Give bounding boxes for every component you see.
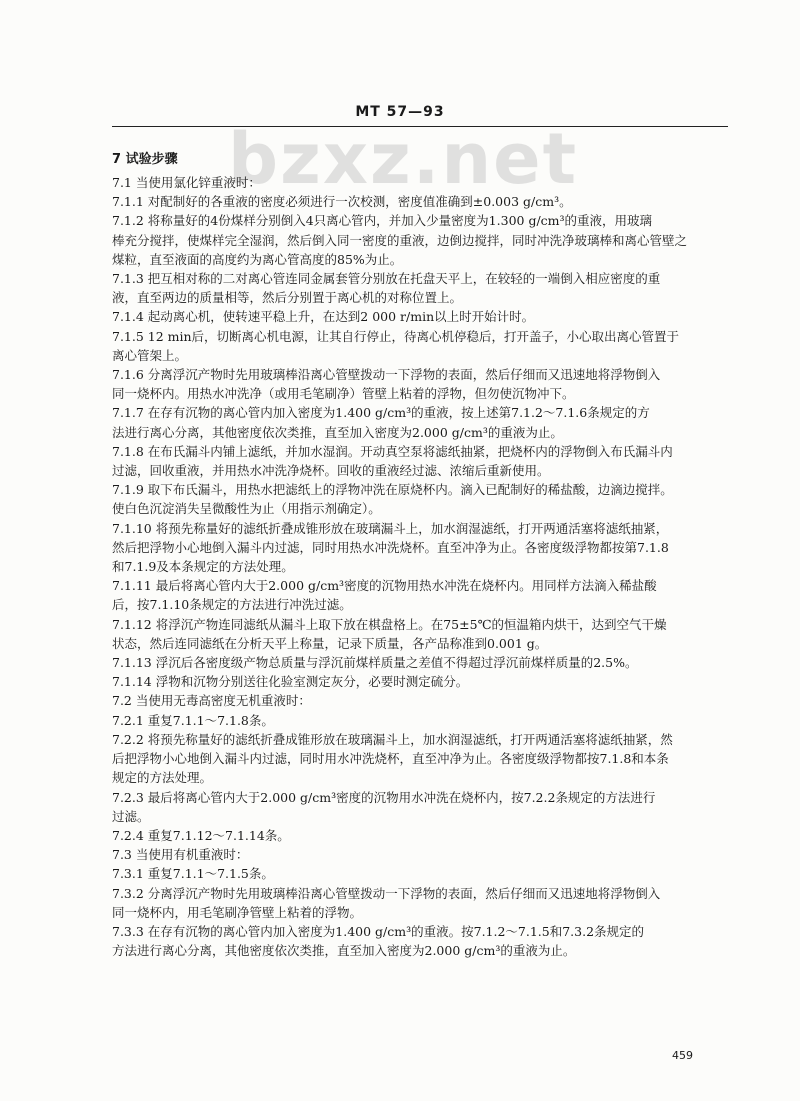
text-line: 7.3.3 在存有沉物的离心管内加入密度为1.400 g/cm³的重液。按7.1.2～7.1.5和7.3.2条规定的 bbox=[112, 923, 645, 939]
text-line: 使白色沉淀消失呈微酸性为止（用指示剂确定）。 bbox=[112, 501, 381, 517]
text-line: 7.1.12 将浮沉产物连同滤纸从漏斗上取下放在棋盘格上。在75±5℃的恒温箱内烘干，达到空气干燥 bbox=[112, 616, 667, 632]
text-line: 7.3 当使用有机重液时： bbox=[112, 847, 249, 863]
text-line: 煤粒，直至液面的高度约为离心管高度的85%为止。 bbox=[112, 251, 403, 267]
text-line: 7.1.2 将称量好的4份煤样分别倒入4只离心管内，并加入少量密度为1.300 g/cm³的重液，用玻璃 bbox=[112, 213, 653, 229]
text-line: 方法进行离心分离，其他密度依次类推，直至加入密度为2.000 g/cm³的重液为止。 bbox=[112, 943, 576, 959]
text-line: 7.2.4 重复7.1.12～7.1.14条。 bbox=[112, 827, 290, 843]
document-body bbox=[112, 150, 726, 960]
text-line: 7.2.2 将预先称量好的滤纸折叠成锥形放在玻璃漏斗上，加水润湿滤纸，打开两通活塞将滤纸抽紧，然 bbox=[112, 731, 673, 747]
text-line: 7.1.10 将预先称量好的滤纸折叠成锥形放在玻璃漏斗上，加水润湿滤纸，打开两通活塞将滤纸抽紧， bbox=[112, 520, 669, 536]
text-line: 后把浮物小心地倒入漏斗内过滤，同时用水冲洗烧杯，直至冲净为止。各密度级浮物都按7.1.8和本条 bbox=[112, 751, 669, 767]
page-number: 459 bbox=[672, 1049, 693, 1062]
text-line: 7.1.6 分离浮沉产物时先用玻璃棒沿离心管壁拨动一下浮物的表面，然后仔细而又迅速地将浮物倒入 bbox=[112, 367, 661, 383]
text-line: 7.3.1 重复7.1.1～7.1.5条。 bbox=[112, 866, 274, 882]
text-line: 和7.1.9及本条规定的方法处理。 bbox=[112, 559, 294, 575]
text-line: 7.3.2 分离浮沉产物时先用玻璃棒沿离心管壁拨动一下浮物的表面，然后仔细而又迅速地将浮物倒入 bbox=[112, 885, 661, 901]
text-line: 状态，然后连同滤纸在分析天平上称量，记录下质量，各产品称准到0.001 g。 bbox=[112, 635, 548, 651]
text-line: 同一烧杯内。用热水冲洗净（或用毛笔刷净）管壁上粘着的浮物，但勿使沉物冲下。 bbox=[112, 386, 575, 402]
text-line: 7.1.3 把互相对称的二对离心管连同金属套管分别放在托盘天平上，在较轻的一端倒入相应密度的重 bbox=[112, 271, 661, 287]
text-line: 7.2 当使用无毒高密度无机重液时： bbox=[112, 693, 311, 709]
text-line: 离心管架上。 bbox=[112, 347, 188, 363]
text-line: 7.1.1 对配制好的各重液的密度必须进行一次校测，密度值准确到±0.003 g/cm³。 bbox=[112, 194, 572, 210]
text-line: 法进行离心分离，其他密度依次类推，直至加入密度为2.000 g/cm³的重液为止。 bbox=[112, 424, 563, 440]
text-line: 同一烧杯内，用毛笔刷净管壁上粘着的浮物。 bbox=[112, 904, 363, 920]
header-rule bbox=[112, 126, 728, 127]
text-line: 7.1.7 在存有沉物的离心管内加入密度为1.400 g/cm³的重液，按上述第7.1.2～7.1.6条规定的方 bbox=[112, 405, 650, 421]
text-line: 7.1.11 最后将离心管内大于2.000 g/cm³密度的沉物用热水冲洗在烧杯内。用同样方法滴入稀盐酸 bbox=[112, 578, 657, 594]
text-line: 液，直至两边的质量相等，然后分别置于离心机的对称位置上。 bbox=[112, 290, 463, 306]
text-line: 规定的方法处理。 bbox=[112, 770, 213, 786]
text-line: 7.1.5 12 min后，切断离心机电源，让其自行停止，待离心机停稳后，打开盖子，小心取出离心管置于 bbox=[112, 328, 680, 344]
text-line: 7.2.3 最后将离心管内大于2.000 g/cm³密度的沉物用水冲洗在烧杯内，按7.2.2条规定的方法进行 bbox=[112, 789, 656, 805]
section-title: 7 试验步骤 bbox=[112, 152, 178, 167]
text-line: 7.1.13 浮沉后各密度级产物总质量与浮沉前煤样质量之差值不得超过浮沉前煤样质量的2.5%。 bbox=[112, 655, 638, 671]
paragraph-lines bbox=[112, 173, 726, 960]
text-line: 然后把浮物小心地倒入漏斗内过滤，同时用热水冲洗烧杯。直至冲净为止。各密度级浮物都按第7.1.8 bbox=[112, 539, 669, 555]
text-line: 7.1.9 取下布氏漏斗，用热水把滤纸上的浮物冲洗在原烧杯内。滴入已配制好的稀盐酸，边滴边搅拌。 bbox=[112, 482, 673, 498]
text-line: 7.2.1 重复7.1.1～7.1.8条。 bbox=[112, 712, 274, 728]
text-line: 后，按7.1.10条规定的方法进行冲洗过滤。 bbox=[112, 597, 352, 613]
text-line: 7.1.8 在布氏漏斗内铺上滤纸，并加水湿润。开动真空泵将滤纸抽紧，把烧杯内的浮物倒入布氏漏斗内 bbox=[112, 443, 673, 459]
text-line: 过滤，回收重液，并用热水冲洗净烧杯。回收的重液经过滤、浓缩后重新使用。 bbox=[112, 463, 550, 479]
text-line: 棒充分搅拌，使煤样完全湿润，然后倒入同一密度的重液，边倒边搅拌，同时冲洗净玻璃棒和离心管壁之 bbox=[112, 232, 688, 248]
text-line: 7.1 当使用氯化锌重液时： bbox=[112, 175, 261, 190]
watermark: bzxz.net bbox=[228, 118, 579, 200]
document-header: MT 57—93 bbox=[355, 104, 445, 120]
text-line: 7.1.4 起动离心机，使转速平稳上升，在达到2 000 r/min以上时开始计时。 bbox=[112, 309, 535, 325]
text-line: 7.1.14 浮物和沉物分别送往化验室测定灰分，必要时测定硫分。 bbox=[112, 674, 469, 690]
text-line: 过滤。 bbox=[112, 808, 150, 824]
